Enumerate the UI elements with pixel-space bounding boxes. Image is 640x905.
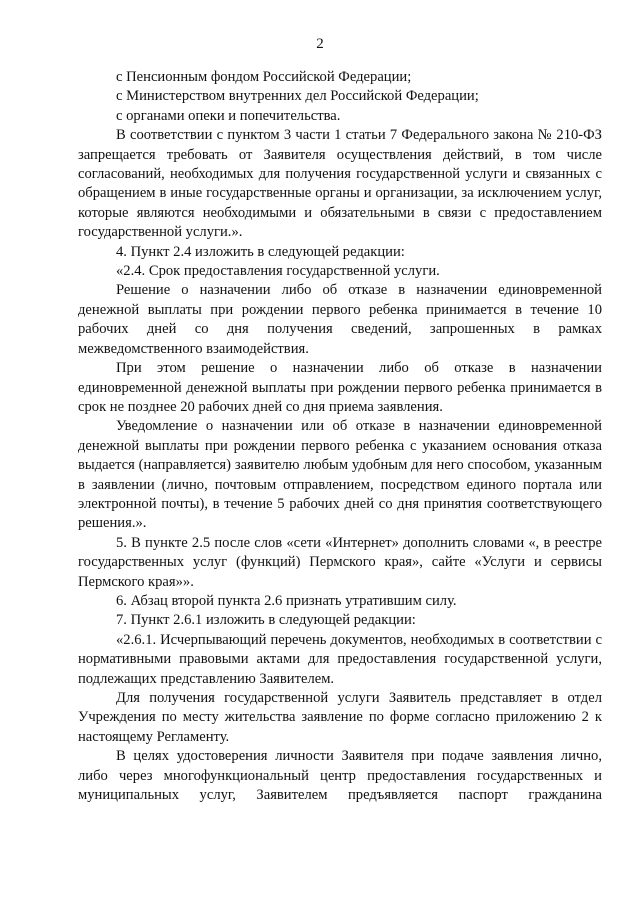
paragraph: В соответствии с пунктом 3 части 1 статьи 7 Федерального закона № 210-ФЗ запрещается требовать от Заявителя осуществления действий, в том числе согласований, необходимых для получения государственной услуги и связанных с обращением в иные государственные органы и организации, за исключением услуг, которые являются необходимыми и обязательными в связи с предоставлением государственной услуги.». <box>78 127 602 241</box>
paragraph: Уведомление о назначении или об отказе в назначении единовременной денежной выплаты при рождении первого ребенка с указанием основания отказа выдается (направляется) заявителю любым удобным для него способом, указанным в заявлении (лично, почтовым отправлением, посредством единого портала или электронной почты), в течение 5 рабочих дней со дня принятия соответствующего решения.». <box>78 418 602 532</box>
paragraph: 6. Абзац второй пункта 2.6 признать утратившим силу. <box>116 592 457 609</box>
paragraph: 4. Пункт 2.4 изложить в следующей редакции: <box>116 243 405 260</box>
paragraph: В целях удостоверения личности Заявителя при подаче заявления лично, либо через многофункциональный центр предоставления государственных и муниципальных услуг, Заявителем предъявляется паспорт гражданина <box>78 748 602 804</box>
paragraph: «2.6.1. Исчерпывающий перечень документов, необходимых в соответствии с нормативными правовыми актами для предоставления государственной услуги, подлежащих представлению Заявителем. <box>78 631 602 687</box>
paragraph: Для получения государственной услуги Заявитель представляет в отдел Учреждения по месту жительства заявление по форме согласно приложению 2 к настоящему Регламенту. <box>78 690 602 745</box>
paragraph: При этом решение о назначении либо об отказе в назначении единовременной денежной выплаты при рождении первого ребенка принимается в срок не позднее 20 рабочих дней со дня приема заявления. <box>78 360 602 415</box>
paragraph: Решение о назначении либо об отказе в назначении единовременной денежной выплаты при рождении первого ребенка принимается в течение 10 рабочих дней со дня получения сведений, запрошенных в рамках межведомственного взаимодействия. <box>78 282 602 357</box>
document-body <box>78 68 602 805</box>
page-number: 2 <box>316 36 324 52</box>
paragraph: с Министерством внутренних дел Российской Федерации; <box>116 88 479 105</box>
paragraph: с Пенсионным фондом Российской Федерации; <box>116 69 412 85</box>
paragraph: с органами опеки и попечительства. <box>116 107 341 124</box>
paragraph: 7. Пункт 2.6.1 изложить в следующей редакции: <box>116 612 416 629</box>
paragraph: 5. В пункте 2.5 после слов «сети «Интернет» дополнить словами «, в реестре государственных услуг (функций) Пермского края», сайте «Услуги и сервисы Пермского края»». <box>78 534 602 590</box>
paragraph: «2.4. Срок предоставления государственной услуги. <box>116 263 440 280</box>
